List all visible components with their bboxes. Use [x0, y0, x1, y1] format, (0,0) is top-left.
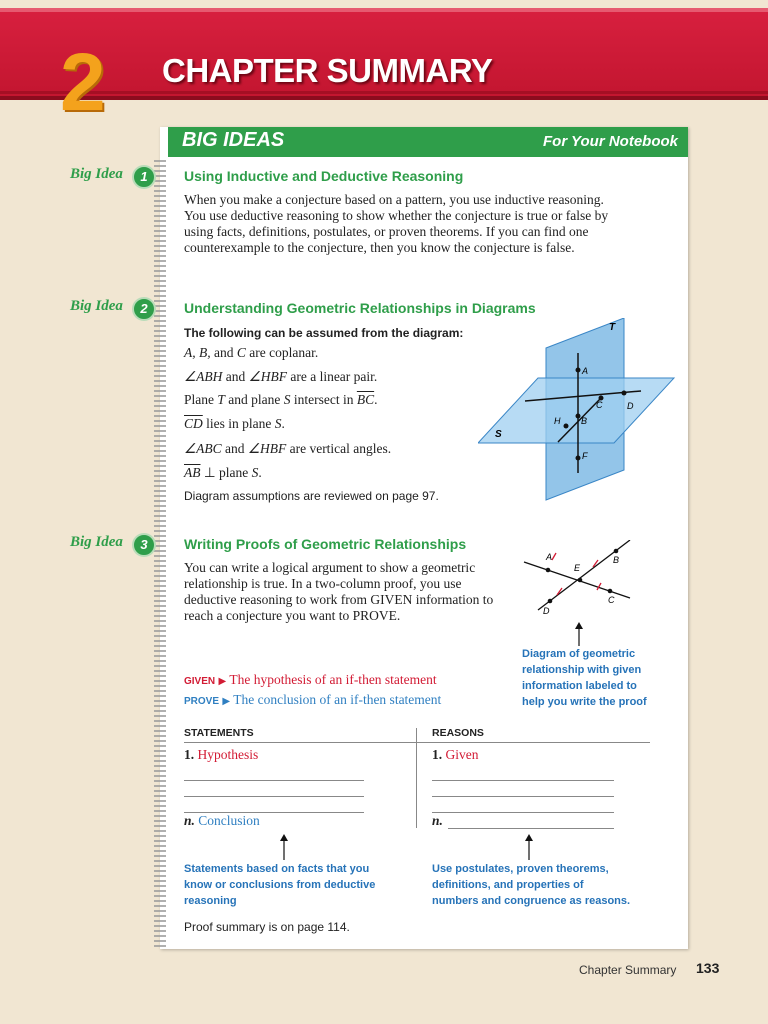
caption-line: help you write the proof — [522, 696, 647, 708]
assumption-6-rest: ⊥ plane — [200, 465, 252, 480]
assumption-3-plane-s: S — [283, 392, 291, 407]
point-d — [622, 391, 627, 396]
statement-n-text: Conclusion — [198, 813, 260, 828]
point-d — [548, 599, 553, 604]
idea1-text: When you make a conjecture based on a pattern, you use inductive reasoning. You use deductive reasoning to show whether the conjecture is true or false by using facts, definitions, postulates, or proven theorems. If you can find one counterexample to the conjecture, then you know the conjecture is false. — [184, 192, 609, 255]
card-title: BIG IDEAS — [182, 129, 285, 151]
spiral-binding — [154, 160, 166, 950]
assumption-3-mid: and plane — [224, 392, 284, 407]
up-arrow-icon — [278, 834, 290, 860]
assumption-2-angle1: ∠ABH — [184, 369, 223, 384]
point-a — [576, 368, 581, 373]
banner-stripe — [0, 91, 768, 94]
up-arrow-icon — [573, 622, 585, 646]
assumption-4-plane-s: S — [274, 416, 282, 431]
proof-diagram — [518, 540, 638, 620]
prove-label: PROVE — [184, 696, 220, 707]
idea2-note: Diagram assumptions are reviewed on page 97. — [184, 489, 439, 503]
diagram-caption — [522, 646, 647, 710]
point-f — [576, 456, 581, 461]
assumption-4-rest: lies in plane — [202, 416, 275, 431]
label-s: S — [495, 429, 502, 440]
assumption-3-end: . — [374, 392, 378, 407]
caption-line: reasoning — [184, 895, 237, 907]
statements-header: STATEMENTS — [184, 727, 254, 739]
point-e — [578, 578, 583, 583]
reason-blank-line — [432, 780, 614, 781]
reasons-caption — [432, 861, 630, 909]
page-number: 133 — [696, 960, 720, 976]
assumption-2-rest: are a linear pair. — [286, 369, 378, 384]
table-column-divider — [416, 728, 417, 828]
assumption-1-rest: are coplanar. — [245, 345, 319, 360]
reason-1 — [432, 747, 479, 763]
caption-line: definitions, and properties of — [432, 879, 584, 891]
reason-1-num: 1. — [432, 747, 443, 762]
big-idea-label-1: Big Idea — [70, 166, 123, 182]
chapter-number: 2 — [60, 37, 106, 128]
footer-section: Chapter Summary — [579, 963, 677, 977]
proof-note: Proof summary is on page 114. — [184, 920, 350, 934]
label-a: A — [582, 366, 589, 376]
assumption-5-angle2: ∠HBF — [247, 441, 287, 456]
statements-caption — [184, 861, 375, 909]
tick-mark — [552, 553, 556, 560]
idea3-text: You can write a logical argument to show a geometric relationship is true. In a two-column proof, you use deductive reasoning to work from GIVEN information to reach a conjecture you want to PROVE. — [184, 560, 494, 623]
assumption-1-points: A, B, — [184, 345, 211, 360]
reason-n-num: n. — [432, 813, 443, 828]
caption-line: relationship with given — [522, 664, 642, 676]
assumption-4 — [184, 416, 285, 432]
assumption-4-line-cd: $\overline{CD}$ — [184, 416, 203, 431]
label-t: T — [609, 322, 616, 333]
assumption-6 — [184, 465, 262, 481]
reason-n — [432, 813, 443, 829]
assumption-5 — [184, 441, 391, 457]
reason-blank-line — [432, 812, 614, 813]
big-idea-number-1: 1 — [132, 165, 156, 189]
point-b — [614, 549, 619, 554]
assumption-5-angle1: ∠ABC — [184, 441, 222, 456]
statement-n-num: n. — [184, 813, 195, 828]
triangle-icon: ▶ — [222, 696, 231, 707]
plane-s — [478, 378, 674, 443]
banner-stripe — [0, 96, 768, 100]
assumption-2-angle2: ∠HBF — [248, 369, 287, 384]
chapter-title: CHAPTER SUMMARY — [162, 52, 493, 89]
statement-blank-line — [184, 780, 364, 781]
label-c: C — [596, 400, 603, 410]
label-a: A — [546, 552, 553, 562]
label-b: B — [613, 555, 620, 565]
given-row — [184, 672, 437, 688]
prove-text: The conclusion of an if-then statement — [233, 692, 442, 707]
assumption-5-rest: are vertical angles. — [286, 441, 392, 456]
prove-row — [184, 692, 441, 708]
reason-1-text: Given — [445, 747, 479, 762]
assumption-3-line-bc: $\overline{BC}$ — [356, 392, 375, 407]
planes-diagram — [478, 318, 678, 503]
caption-line: numbers and congruence as reasons. — [432, 895, 631, 907]
assumption-6-line-ab: $\overline{AB}$ — [184, 465, 201, 480]
reason-blank-line — [432, 796, 614, 797]
big-idea-label-3: Big Idea — [70, 534, 123, 550]
assumption-4-end: . — [281, 416, 285, 431]
caption-line: Use postulates, proven theorems, — [432, 863, 609, 875]
reasons-header: REASONS — [432, 727, 484, 739]
statement-1-text: Hypothesis — [197, 747, 259, 762]
caption-line: Diagram of geometric — [522, 648, 636, 660]
label-f: F — [582, 451, 588, 461]
reason-n-line — [448, 828, 614, 829]
statement-1-num: 1. — [184, 747, 195, 762]
assumption-1-and: and — [210, 345, 237, 360]
table-header-rule — [184, 742, 650, 743]
caption-line: information labeled to — [522, 680, 637, 692]
point-b — [576, 414, 581, 419]
given-text: The hypothesis of an if-then statement — [229, 672, 437, 687]
big-idea-number-3: 3 — [132, 533, 156, 557]
assumption-2-and: and — [222, 369, 249, 384]
point-a — [546, 568, 551, 573]
point-h — [564, 424, 569, 429]
assumption-5-and: and — [221, 441, 248, 456]
idea1-heading: Using Inductive and Deductive Reasoning — [184, 168, 464, 184]
triangle-icon: ▶ — [218, 676, 227, 687]
banner-stripe — [0, 8, 768, 12]
label-d: D — [627, 401, 634, 411]
point-c — [608, 589, 613, 594]
given-label: GIVEN — [184, 676, 216, 687]
assumption-6-plane-s: S — [251, 465, 259, 480]
assumption-3-pre: Plane — [184, 392, 218, 407]
assumption-6-end: . — [258, 465, 262, 480]
assumption-2 — [184, 369, 377, 385]
label-e: E — [574, 563, 581, 573]
statement-blank-line — [184, 796, 364, 797]
assumption-3-int: intersect in — [290, 392, 357, 407]
caption-line: know or conclusions from deductive — [184, 879, 376, 891]
assumption-1 — [184, 345, 318, 361]
big-idea-label-2: Big Idea — [70, 298, 123, 314]
label-h: H — [554, 416, 561, 426]
idea3-heading: Writing Proofs of Geometric Relationships — [184, 536, 467, 552]
assumption-3-plane-t: T — [217, 392, 225, 407]
idea2-heading: Understanding Geometric Relationships in Diagrams — [184, 300, 536, 316]
statement-1 — [184, 747, 258, 763]
label-b: B — [581, 416, 588, 426]
label-d: D — [543, 606, 550, 616]
idea2-intro: The following can be assumed from the diagram: — [184, 326, 464, 340]
caption-line: Statements based on facts that you — [184, 863, 370, 875]
big-idea-number-2: 2 — [132, 297, 156, 321]
notebook-label: For Your Notebook — [543, 133, 678, 150]
card-header — [168, 127, 688, 157]
label-c: C — [608, 595, 615, 605]
statement-n — [184, 813, 260, 829]
assumption-1-point-c: C — [236, 345, 246, 360]
up-arrow-icon — [523, 834, 535, 860]
assumption-3 — [184, 392, 378, 408]
